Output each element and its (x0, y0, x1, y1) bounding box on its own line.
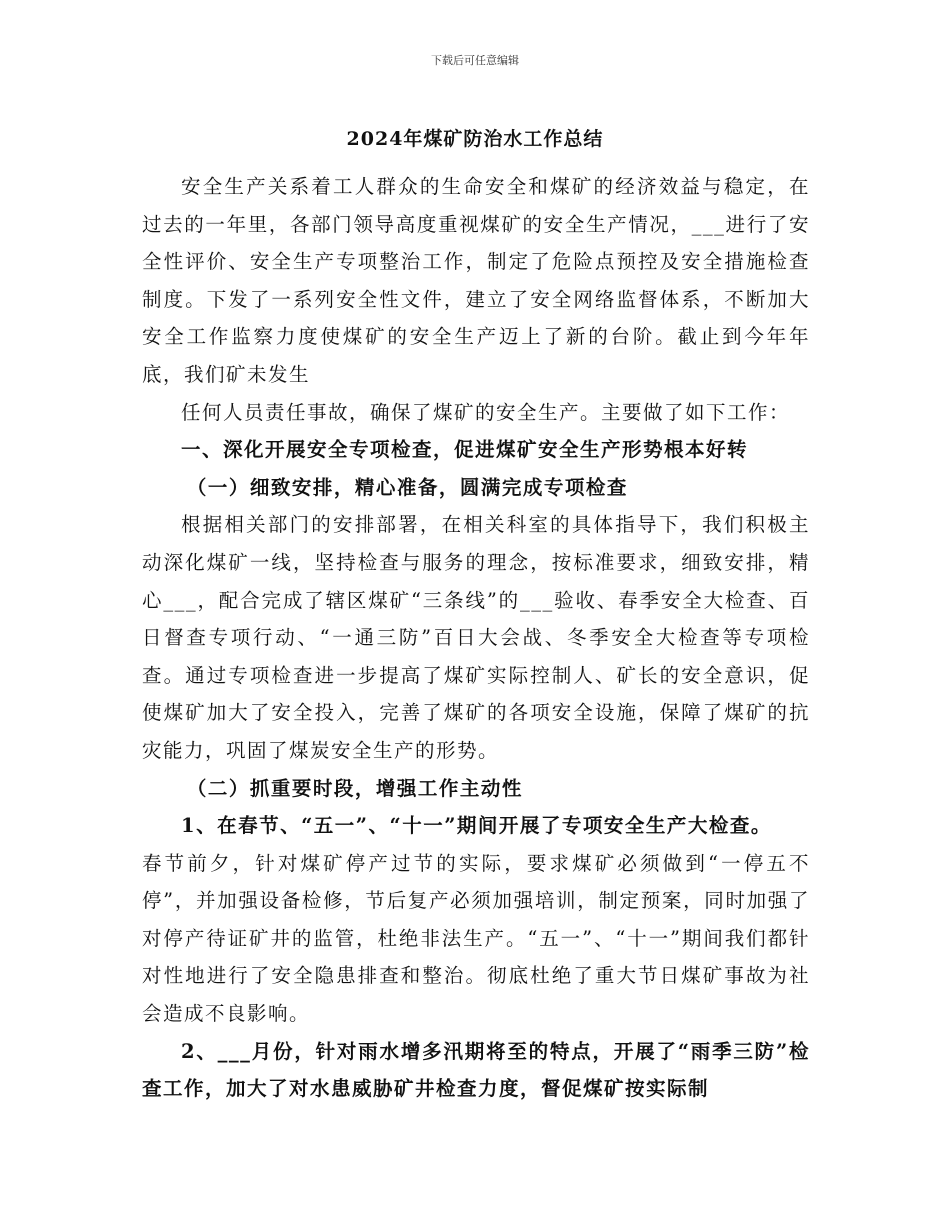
paragraph-intro: 安全生产关系着工人群众的生命安全和煤矿的经济效益与稳定，在过去的一年里，各部门领导高度重视煤矿的安全生产情况，___进行了安全性评价、安全生产专项整治工作，制定了危险点预控及安全措施检查制度。下发了一系列安全性文件，建立了安全网络监督体系，不断加大安全工作监察力度使煤矿的安全生产迈上了新的台阶。截止到今年年底，我们矿未发生 (142, 175, 810, 386)
document-body (142, 168, 810, 1108)
page-header-note: 下载后可任意编辑 (431, 54, 519, 67)
item-heading-1: 1、在春节、“五一”、“十一”期间开展了专项安全生产大检查。 (181, 814, 772, 838)
paragraph-intro-cont: 任何人员责任事故，确保了煤矿的安全生产。主要做了如下工作： (181, 400, 791, 424)
subsection-heading-2: （二）抓重要时段，增强工作主动性 (186, 776, 523, 800)
subsection-heading-1: （一）细致安排，精心准备，圆满完成专项检查 (186, 475, 628, 499)
document-title: 2024年煤矿防治水工作总结 (346, 128, 604, 150)
paragraph-holiday-inspection: 春节前夕，针对煤矿停产过节的实际，要求煤矿必须做到“一停五不停”，并加强设备检修，节后复产必须加强培训，制定预案，同时加强了对停产待证矿井的监管，杜绝非法生产。“五一”、“十一”期间我们都针对性地进行了安全隐患排查和整治。彻底杜绝了重大节日煤矿事故为社会造成不良影响。 (142, 851, 810, 1026)
paragraph-special-inspection: 根据相关部门的安排部署，在相关科室的具体指导下，我们积极主动深化煤矿一线，坚持检查与服务的理念，按标准要求，细致安排，精心___，配合完成了辖区煤矿“三条线”的___验收、春季安全大检查、百日督查专项行动、“一通三防”百日大会战、冬季安全大检查等专项检查。通过专项检查进一步提高了煤矿实际控制人、矿长的安全意识，促使煤矿加大了安全投入，完善了煤矿的各项安全设施，保障了煤矿的抗灾能力，巩固了煤炭安全生产的形势。 (142, 513, 810, 762)
section-heading-1: 一、深化开展安全专项检查，促进煤矿安全生产形势根本好转 (181, 438, 749, 462)
item-heading-2: 2、___月份，针对雨水增多汛期将至的特点，开展了“雨季三防”检查工作，加大了对水患威胁矿井检查力度，督促煤矿按实际制 (142, 1039, 810, 1101)
